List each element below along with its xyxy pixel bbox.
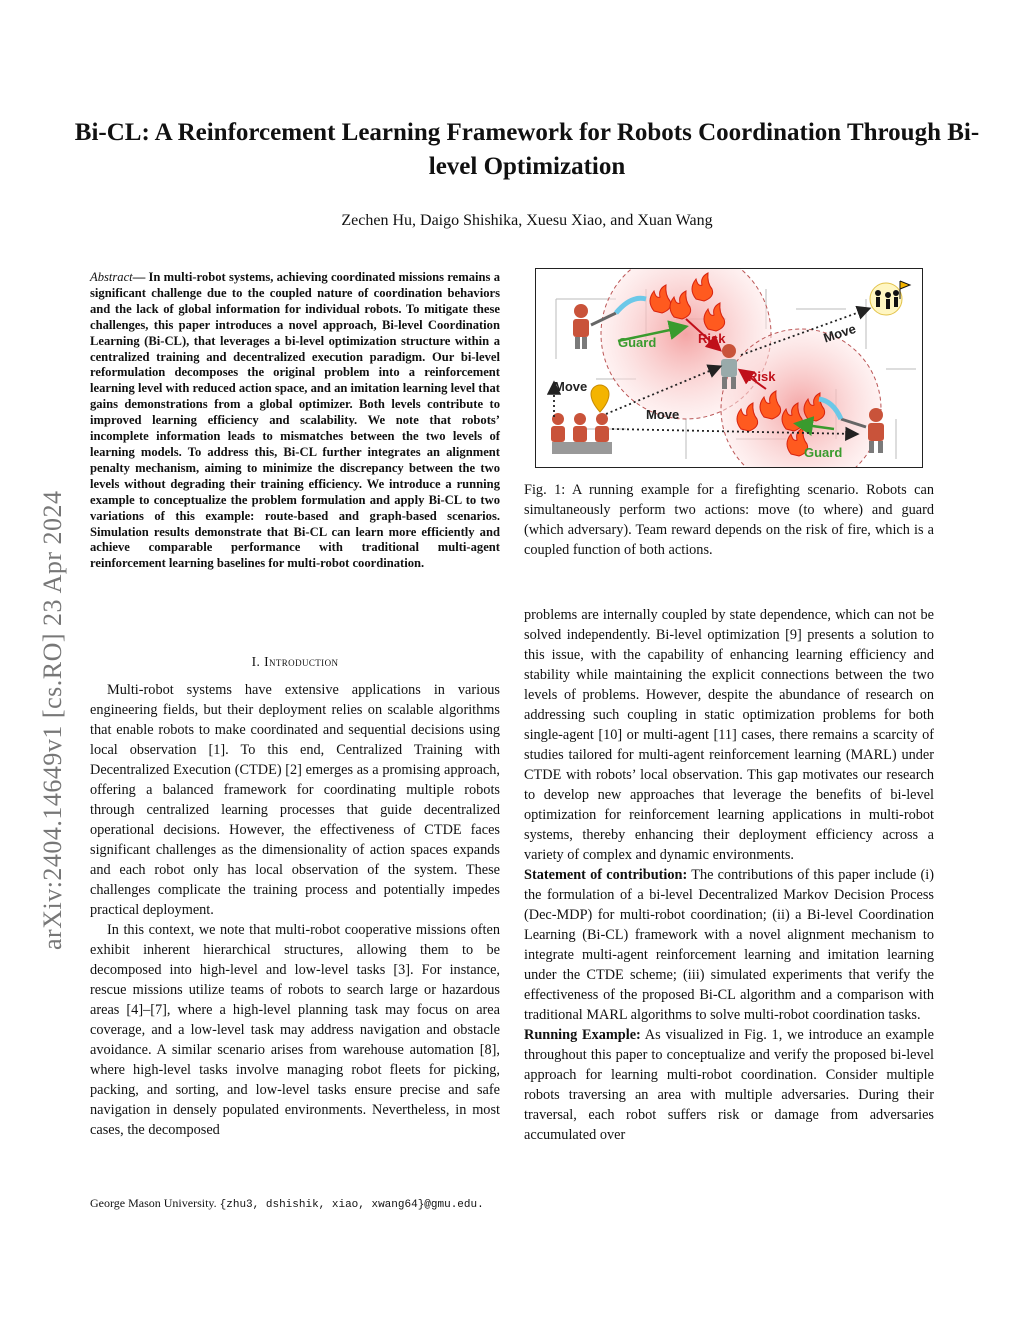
label-move-mid: Move [646,407,680,422]
abstract [90,270,500,572]
footnote-affiliation: George Mason University. [90,1196,217,1210]
label-guard-top: Guard [618,335,657,350]
abstract-lead: Abstract [90,270,133,284]
section-number: I. [251,654,265,669]
civilians-icon [870,281,910,315]
figure-1 [535,268,923,468]
intro-paragraph-1: Multi-robot systems have extensive applications in various engineering fields, but their deployment relies on scalable algorithms that enable robots to make coordinated and sequential decisions using local observation [1]. To this end, Centralized Training with Decentralized Execution (CTDE) [2] emerges as a promising approach, offering a balanced framework for coordinating multiple robots through centralized learning processes that guide decentralized operational decisions. However, the effectiveness of CTDE faces significant challenges as the dimensionality of action spaces expands and each robot only has local observation of the system. These challenges complicate the training process and potentially impedes practical deployment. [90,682,500,918]
label-risk-mid: Risk [748,369,776,384]
paper-authors: Zechen Hu, Daigo Shishika, Xuesu Xiao, and Xuan Wang [341,212,713,229]
location-pin-icon [591,385,609,412]
running-example-paragraph [524,1025,934,1145]
footnote [90,1196,500,1213]
section-heading [90,654,500,670]
section-title: Introduction [264,654,339,669]
contribution-heading: Statement of contribution: [524,867,688,883]
right-column-body [524,605,934,1145]
introduction-body [90,680,500,1140]
arxiv-sidebar [38,350,78,950]
firefighting-illustration [536,269,922,467]
figure-caption: Fig. 1: A running example for a firefighting scenario. Robots can simultaneously perform two actions: move (to where) and guard (which adversary). Team reward depends on the risk of fire, which is a coupled function of both actions. [524,482,934,558]
right-paragraph-1: problems are internally coupled by state dependence, which can not be solved independently. Bi-level optimization [9] presents a solution to this issue, with the capability of enhancing learning efficiency and stability while maintaining the explicit connections between the two levels of problems. However, despite the abundance of research on addressing such coupling in static optimization problems for both single-agent [10] or multi-agent [11] cases, there remains a scarcity of studies tailored for multi-agent reinforcement learning (MARL) under CTDE with robots’ local observation. This gap motivates our research to develop new approaches that leverage the benefits of bi-level optimization for reinforcement learning applications in multi-robot systems, thereby enhancing their deployment efficiency across a variety of complex and dynamic environments. [524,607,934,863]
abstract-text: — In multi-robot systems, achieving coordinated missions remains a significant challenge due to the coupled nature of coordination behaviors and the lack of global information for individual robots. To mitigate these challenges, this paper introduces a novel approach, Bi-level Coordination Learning (Bi-CL), that leverages a bi-level optimization structure within a centralized training and decentralized execution paradigm. Our bi-level reformulation decomposes the original problem into a reinforcement learning level with reduced action space, and an imitation learning level that gains demonstrations from a global optimizer. Both levels contribute to improved learning efficiency and scalability. We note that robots’ incomplete information leads to mismatches between the two levels of learning models. To address this, Bi-CL further integrates an alignment penalty mechanism, aiming to minimize the discrepancy between the two levels without degrading their training efficiency. We introduce a running example to conceptualize the problem formulation and apply Bi-CL to two variations of this example: route-based and graph-based scenarios. Simulation results demonstrate that Bi-CL can learn more efficiently and achieve comparable performance with traditional multi-agent reinforcement learning baselines for multi-robot coordination. [90,270,500,571]
label-risk-top: Risk [698,331,726,346]
label-move-left: Move [554,379,588,394]
contribution-paragraph [524,865,934,1025]
running-example-text: As visualized in Fig. 1, we introduce an example throughout this paper to conceptualize and verify the proposed bi-level approach for learning multi-robot coordination. Consider multiple robots traversing an area with multiple adversaries. During their traversal, each robot suffers risk or damage from adversaries accumulated over [524,1027,934,1143]
contribution-text: The contributions of this paper include (i) the formulation of a bi-level Decentralized Markov Decision Process (Dec-MDP) for multi-robot coordination; (ii) a Bi-level Coordination Learning (Bi-CL) framework with a novel alignment mechanism to integrate multi-agent reinforcement learning and imitation learning under the CTDE scheme; (iii) simulated experiments that verify the effectiveness of the proposed Bi-CL algorithm and a comparison with traditional MARL algorithms to solve multi-robot coordination tasks. [524,867,935,1023]
arxiv-identifier: arXiv:2404.14649v1 [cs.RO] 23 Apr 2024 [38,490,67,950]
paper-title: Bi-CL: A Reinforcement Learning Framework for Robots Coordination Through Bi-level Optimization [74,119,980,180]
intro-paragraph-2: In this context, we note that multi-robot cooperative missions often exhibit inherent hierarchical structures, allowing them to be decomposed into high-level and low-level tasks [3]. For instance, rescue missions utilize teams of robots to search large or hazardous areas [4]–[7], where a high-level planning task may focus on area coverage, and a low-level task may address navigation and obstacle avoidance. A similar scenario arises from warehouse automation [8], where high-level tasks involve managing robot fleets for picking, packing, and sorting, and low-level tasks ensure precise and safe navigation in densely populated environments. Nevertheless, in most cases, the decomposed [90,922,500,1138]
robot-team [551,413,612,454]
label-guard-bottom: Guard [804,445,843,460]
running-example-heading: Running Example: [524,1027,641,1043]
footnote-emails: {zhu3, dshishik, xiao, xwang64}@gmu.edu. [219,1199,484,1211]
label-move-right: Move [821,320,858,346]
